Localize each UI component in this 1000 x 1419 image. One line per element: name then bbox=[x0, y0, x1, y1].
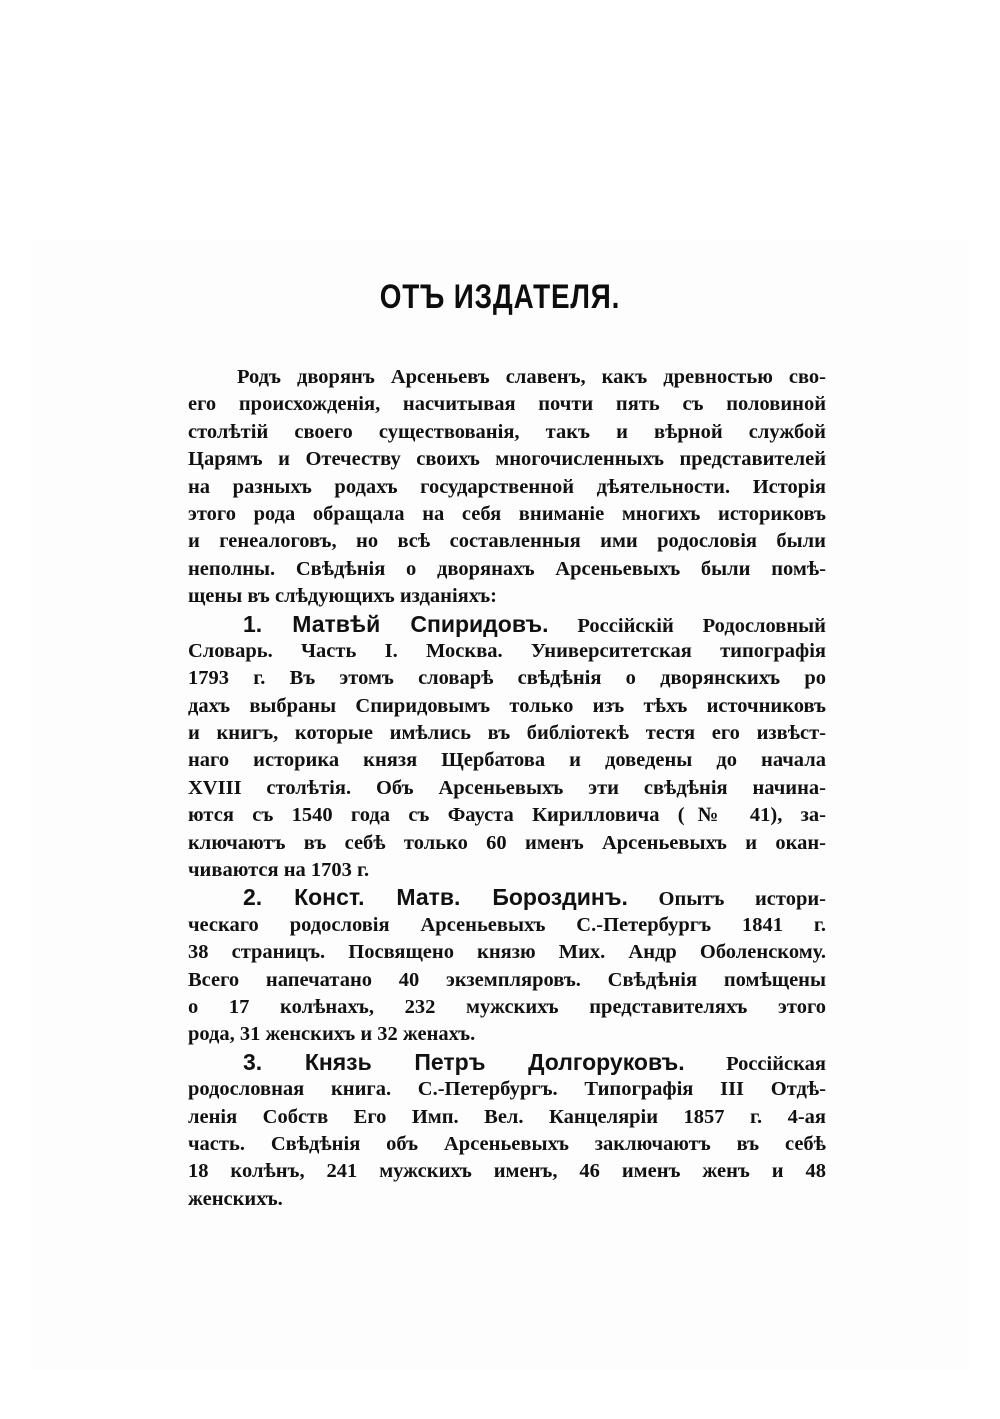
line-text: XVIII столѣтія. Объ Арсеньевыхъ эти свѣдѣнія начина- bbox=[188, 776, 826, 799]
list-item-heading-line bbox=[188, 1049, 826, 1076]
line-text: Россійскій Родословный bbox=[548, 614, 826, 637]
page-title: ОТЪ ИЗДАТЕЛЯ. bbox=[379, 278, 621, 316]
line-text: ческаго родословія Арсеньевыхъ С.-Петербургъ 1841 г. bbox=[188, 913, 826, 936]
line-text: щены въ слѣдующихъ изданіяхъ: bbox=[188, 585, 497, 608]
text-line bbox=[188, 474, 826, 501]
line-text: Опытъ истори- bbox=[627, 888, 826, 911]
text-line bbox=[188, 857, 826, 884]
line-text: женскихъ. bbox=[188, 1187, 283, 1210]
line-text: о 17 колѣнахъ, 232 мужскихъ представителяхъ этого bbox=[188, 995, 826, 1018]
line-text: рода, 31 женскихъ и 32 женахъ. bbox=[188, 1023, 476, 1046]
line-text: 18 колѣнъ, 241 мужскихъ именъ, 46 именъ женъ и 48 bbox=[188, 1160, 826, 1183]
line-text: Всего напечатано 40 экземпляровъ. Свѣдѣнія помѣщены bbox=[188, 968, 826, 991]
text-line bbox=[188, 638, 826, 665]
line-text: 1793 г. Въ этомъ словарѣ свѣдѣнія о дворянскихъ ро bbox=[188, 667, 826, 690]
text-line bbox=[188, 802, 826, 829]
text-line bbox=[188, 1131, 826, 1158]
list-item-heading-line bbox=[188, 611, 826, 638]
line-text: и книгъ, которые имѣлись въ библіотекѣ тестя его извѣст- bbox=[188, 722, 826, 745]
text-line bbox=[188, 720, 826, 747]
line-text: ключаютъ въ себѣ только 60 именъ Арсеньевыхъ и окан- bbox=[188, 831, 826, 854]
line-text: Россійская bbox=[684, 1052, 826, 1075]
line-text: чиваются на 1703 г. bbox=[188, 859, 370, 882]
text-line bbox=[188, 391, 826, 418]
line-text: родословная книга. С.-Петербургъ. Типографія III Отдѣ- bbox=[188, 1078, 826, 1101]
line-text: 38 страницъ. Посвящено князю Мих. Андр Оболенскому. bbox=[188, 941, 826, 964]
text-line bbox=[188, 939, 826, 966]
text-line bbox=[188, 1076, 826, 1103]
document-body bbox=[188, 364, 826, 1213]
text-line bbox=[188, 912, 826, 939]
line-text: и генеалоговъ, но всѣ составленныя ими родословія были bbox=[188, 530, 826, 553]
line-text: его происхожденія, насчитывая почти пять съ половиной bbox=[188, 393, 826, 416]
text-line bbox=[188, 446, 826, 473]
text-line bbox=[188, 775, 826, 802]
line-text: ются съ 1540 года съ Фауста Кирилловича (№ 41), за- bbox=[188, 804, 826, 827]
text-line bbox=[188, 967, 826, 994]
line-text: этого рода обращала на себя вниманіе многихъ историковъ bbox=[188, 502, 826, 525]
text-line bbox=[188, 994, 826, 1021]
text-line bbox=[188, 501, 826, 528]
text-line bbox=[188, 693, 826, 720]
line-text: часть. Свѣдѣнія объ Арсеньевыхъ заключаютъ въ себѣ bbox=[188, 1132, 826, 1155]
line-text: неполны. Свѣдѣнія о дворянахъ Арсеньевыхъ были помѣ- bbox=[188, 557, 826, 580]
text-line bbox=[188, 1186, 826, 1213]
line-text: наго историка князя Щербатова и доведены до начала bbox=[188, 749, 826, 772]
line-text: Царямъ и Отечеству своихъ многочисленныхъ представителей bbox=[188, 448, 826, 471]
text-line bbox=[188, 830, 826, 857]
source-author: 2. Конст. Матв. Бороздинъ. bbox=[243, 884, 628, 911]
line-text: Родъ дворянъ Арсеньевъ славенъ, какъ древностью сво- bbox=[237, 366, 826, 388]
text-line bbox=[188, 528, 826, 555]
source-author: 3. Князь Петръ Долгоруковъ. bbox=[243, 1048, 685, 1075]
source-author: 1. Матвѣй Спиридовъ. bbox=[243, 610, 549, 637]
text-line bbox=[188, 419, 826, 446]
text-line bbox=[188, 1104, 826, 1131]
line-text: ленія Собств Его Имп. Вел. Канцеляріи 1857 г. 4-ая bbox=[188, 1105, 826, 1128]
text-line bbox=[188, 364, 826, 391]
line-text: дахъ выбраны Спиридовымъ только изъ тѣхъ источниковъ bbox=[188, 694, 826, 717]
text-line bbox=[188, 665, 826, 692]
text-line bbox=[188, 1158, 826, 1185]
text-line bbox=[188, 1021, 826, 1048]
text-line bbox=[188, 556, 826, 583]
line-text: на разныхъ родахъ государственной дѣятельности. Исторія bbox=[188, 475, 826, 498]
text-line bbox=[188, 747, 826, 774]
text-line bbox=[188, 583, 826, 610]
line-text: Словарь. Часть I. Москва. Университетская типографія bbox=[188, 639, 826, 662]
list-item-heading-line bbox=[188, 884, 826, 911]
line-text: столѣтій своего существованія, такъ и вѣрной службой bbox=[188, 420, 826, 443]
